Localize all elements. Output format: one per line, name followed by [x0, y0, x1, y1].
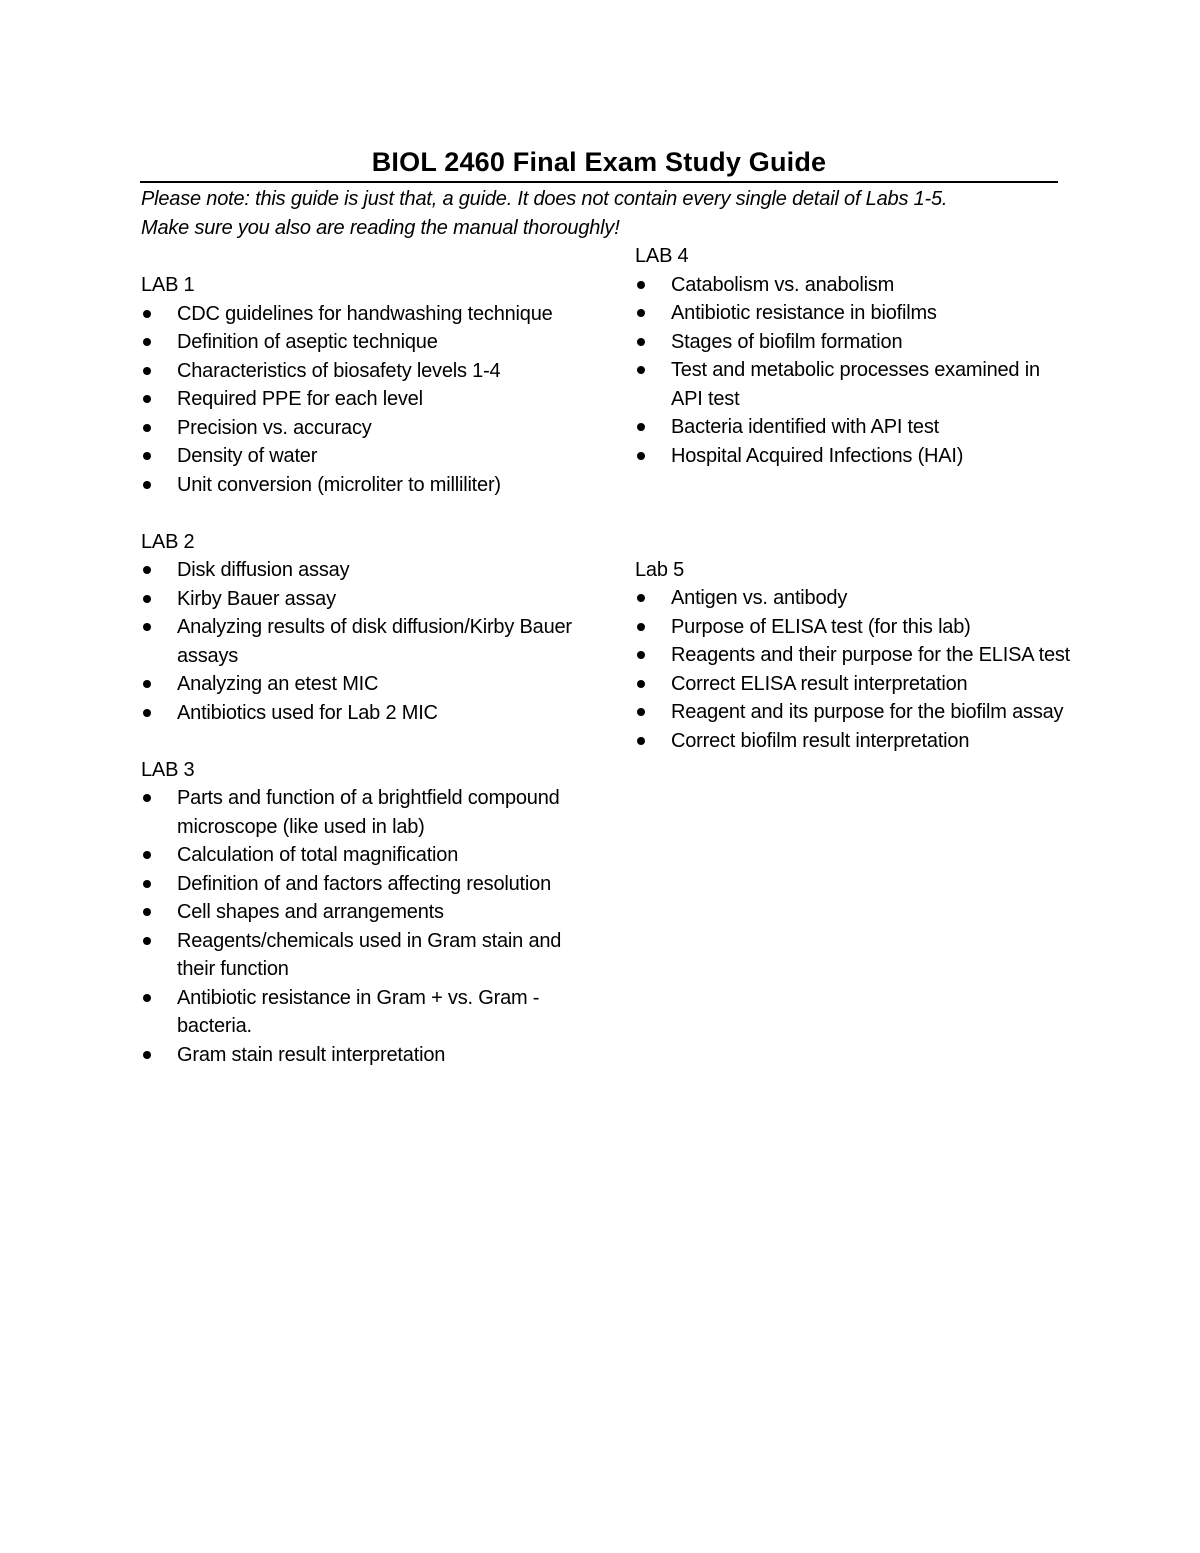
bullet-icon — [143, 395, 151, 403]
bullet-icon — [637, 423, 645, 431]
bullet-icon — [143, 452, 151, 460]
list-item-text: Cell shapes and arrangements — [177, 901, 444, 923]
list-item — [141, 699, 581, 728]
list-item — [635, 641, 1075, 670]
list-item-text: Catabolism vs. anabolism — [671, 273, 895, 296]
list-item — [635, 613, 1075, 642]
bullet-icon — [637, 651, 645, 659]
list-item-text: Antigen vs. antibody — [671, 587, 848, 609]
list-item-text: Bacteria identified with API test — [671, 416, 939, 438]
bullet-icon — [143, 937, 151, 945]
list-item — [141, 328, 581, 357]
list-item — [635, 442, 1075, 471]
list-item — [635, 413, 1075, 442]
lab5-section — [635, 556, 1075, 756]
lab3-section — [141, 756, 581, 1070]
list-item — [141, 585, 581, 614]
bullet-icon — [143, 367, 151, 375]
lab1-section — [141, 271, 581, 499]
title-underline — [140, 181, 1058, 183]
list-item — [141, 1041, 581, 1070]
lab4-heading: LAB 4 — [635, 245, 689, 267]
list-item-text: Stages of biofilm formation — [671, 330, 903, 353]
bullet-icon — [637, 623, 645, 631]
list-item-text: Characteristics of biosafety levels 1-4 — [177, 359, 501, 382]
bullet-icon — [637, 281, 645, 289]
list-item-text: Definition of aseptic technique — [177, 331, 438, 353]
list-item — [141, 357, 581, 386]
list-item-text: Analyzing an etest MIC — [177, 673, 379, 695]
list-item-text: Correct biofilm result interpretation — [671, 729, 970, 752]
list-item — [141, 471, 581, 500]
list-item — [635, 271, 1075, 300]
bullet-icon — [637, 452, 645, 460]
bullet-icon — [143, 424, 151, 432]
bullet-icon — [637, 708, 645, 716]
lab4-list — [635, 271, 1075, 471]
list-item — [141, 670, 581, 699]
list-item-text: Hospital Acquired Infections (HAI) — [671, 444, 964, 467]
lab1-heading: LAB 1 — [141, 274, 195, 296]
bullet-icon — [143, 310, 151, 318]
bullet-icon — [143, 595, 151, 603]
list-item-text: Definition of and factors affecting resolution — [177, 872, 551, 895]
list-item-text: Density of water — [177, 445, 318, 467]
bullet-icon — [143, 794, 151, 802]
lab3-list — [141, 784, 581, 1069]
bullet-icon — [143, 709, 151, 717]
list-item-text: Parts and function of a brightfield compound microscope (like used in lab) — [177, 787, 560, 838]
list-item — [635, 299, 1075, 328]
list-item-text: Antibiotics used for Lab 2 MIC — [177, 701, 438, 724]
lab2-list — [141, 556, 581, 727]
list-item — [141, 385, 581, 414]
lab5-heading: Lab 5 — [635, 558, 685, 581]
bullet-icon — [637, 366, 645, 374]
list-item — [635, 698, 1075, 727]
bullet-icon — [637, 680, 645, 688]
note-line-1: Please note: this guide is just that, a guide. It does not contain every single detail of Labs 1-5. — [141, 188, 948, 210]
list-item — [141, 442, 581, 471]
list-item-text: Antibiotic resistance in biofilms — [671, 302, 937, 324]
list-item-text: Analyzing results of disk diffusion/Kirby Bauer assays — [177, 616, 572, 667]
bullet-icon — [637, 309, 645, 317]
list-item-text: Reagents/chemicals used in Gram stain and their function — [177, 929, 562, 980]
lab2-heading: LAB 2 — [141, 530, 195, 553]
guide-note — [141, 185, 1071, 242]
bullet-icon — [637, 737, 645, 745]
list-item-text: Antibiotic resistance in Gram + vs. Gram - bacteria. — [177, 986, 540, 1037]
list-item — [635, 356, 1075, 413]
list-item — [635, 584, 1075, 613]
list-item-text: Correct ELISA result interpretation — [671, 672, 968, 695]
list-item — [635, 670, 1075, 699]
list-item — [141, 613, 581, 670]
lab3-heading: LAB 3 — [141, 758, 195, 781]
lab2-section — [141, 528, 581, 728]
list-item — [141, 841, 581, 870]
list-item-text: Disk diffusion assay — [177, 559, 350, 581]
right-column — [635, 242, 1075, 784]
bullet-icon — [143, 680, 151, 688]
list-item-text: Precision vs. accuracy — [177, 416, 372, 439]
section-spacer — [635, 499, 1075, 556]
bullet-icon — [143, 851, 151, 859]
list-item — [141, 784, 581, 841]
list-item-text: Reagents and their purpose for the ELISA test — [671, 644, 1071, 666]
bullet-icon — [143, 1051, 151, 1059]
list-item-text: Required PPE for each level — [177, 388, 423, 410]
page-title: BIOL 2460 Final Exam Study Guide — [371, 147, 827, 177]
list-item — [141, 984, 581, 1041]
list-item — [141, 870, 581, 899]
list-item-text: CDC guidelines for handwashing technique — [177, 302, 553, 325]
bullet-icon — [143, 338, 151, 346]
list-item — [635, 328, 1075, 357]
list-item — [141, 898, 581, 927]
list-item — [635, 727, 1075, 756]
list-item-text: Gram stain result interpretation — [177, 1043, 446, 1066]
lab5-list — [635, 584, 1075, 755]
list-item-text: Test and metabolic processes examined in API test — [671, 359, 1040, 410]
list-item-text: Calculation of total magnification — [177, 844, 459, 866]
list-item-text: Purpose of ELISA test (for this lab) — [671, 615, 971, 638]
bullet-icon — [143, 623, 151, 631]
bullet-icon — [143, 481, 151, 489]
note-line-2: Make sure you also are reading the manual thoroughly! — [141, 216, 620, 239]
lab4-section — [635, 242, 1075, 470]
left-column — [141, 271, 581, 1098]
list-item-text: Kirby Bauer assay — [177, 587, 336, 610]
lab1-list — [141, 300, 581, 500]
bullet-icon — [143, 566, 151, 574]
list-item-text: Unit conversion (microliter to milliliter) — [177, 473, 501, 496]
bullet-icon — [143, 880, 151, 888]
bullet-icon — [637, 594, 645, 602]
list-item — [141, 927, 581, 984]
bullet-icon — [143, 994, 151, 1002]
bullet-icon — [637, 338, 645, 346]
list-item-text: Reagent and its purpose for the biofilm assay — [671, 701, 1064, 723]
list-item — [141, 556, 581, 585]
list-item — [141, 414, 581, 443]
bullet-icon — [143, 908, 151, 916]
list-item — [141, 300, 581, 329]
